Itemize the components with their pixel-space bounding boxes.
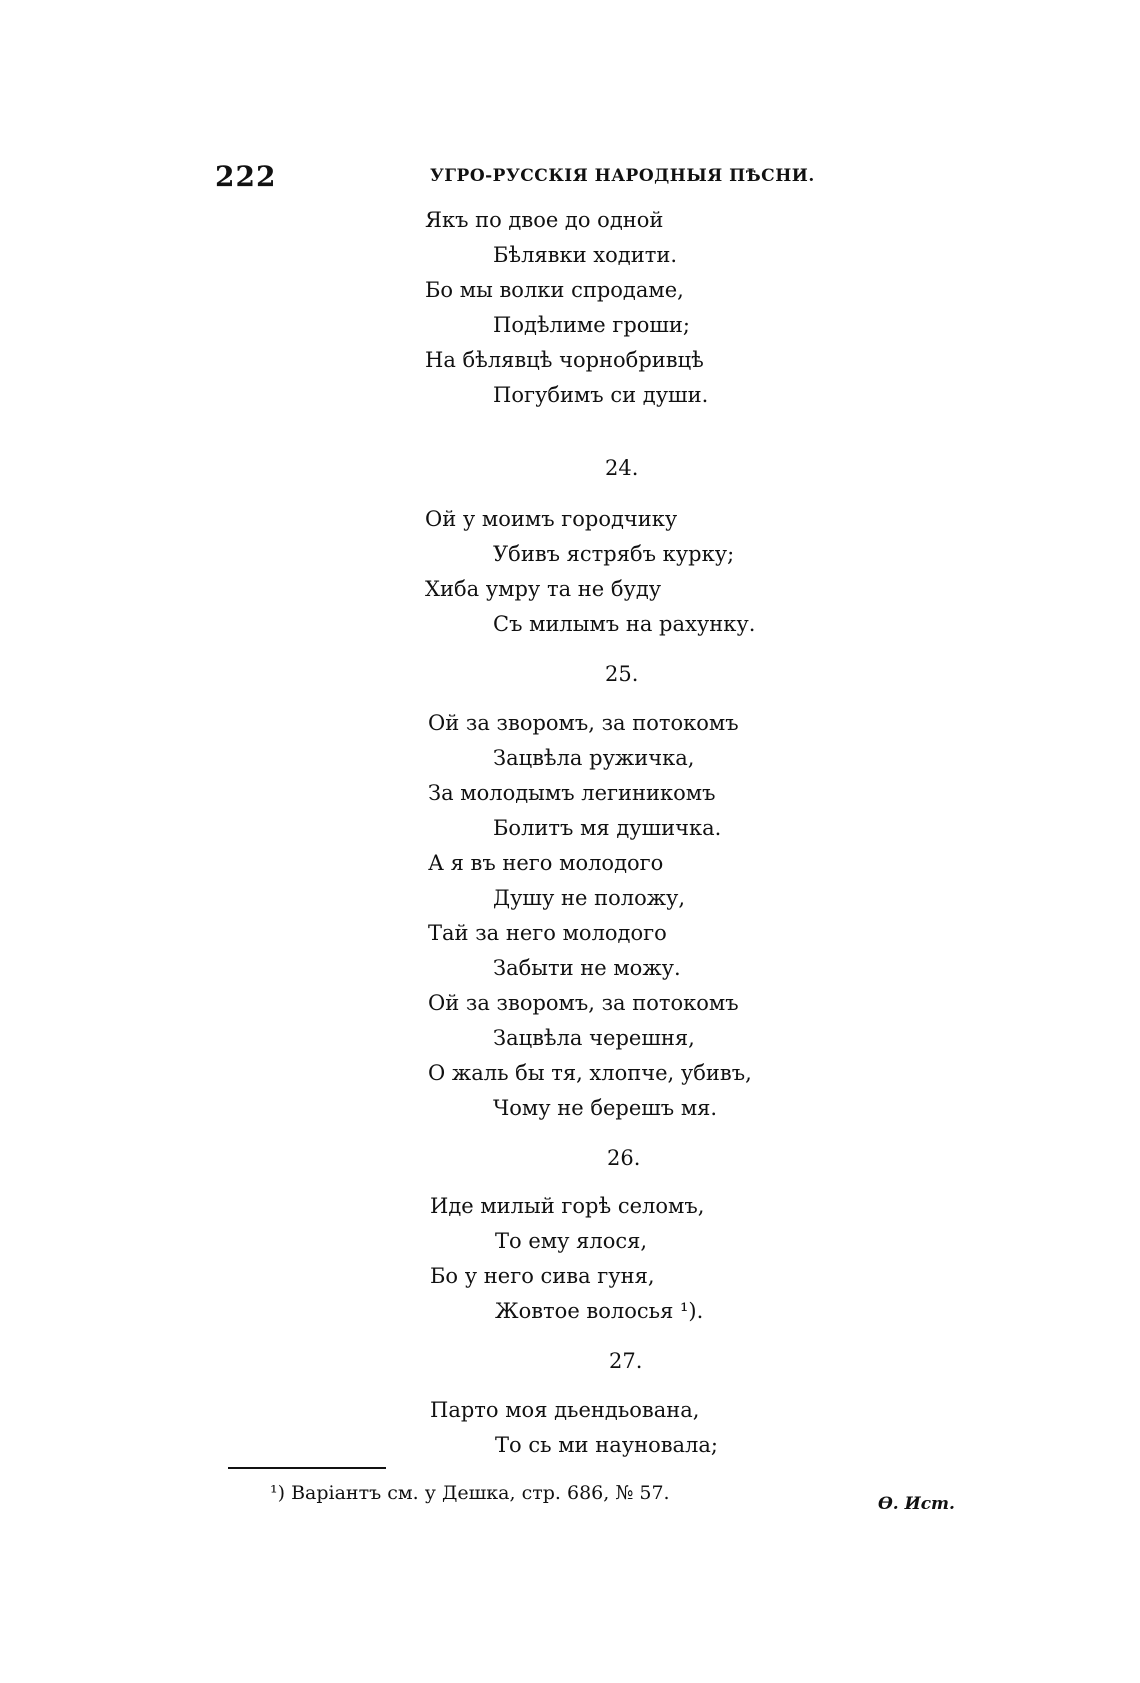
verse-continuation xyxy=(0,203,1140,413)
verse-line: Зацвѣла ружичка, xyxy=(493,746,695,770)
verse-line: Убивъ ястрябъ курку; xyxy=(493,542,735,566)
verse-27 xyxy=(0,1393,1140,1463)
verse-line: А я въ него молодого xyxy=(428,851,664,875)
verse-line: То сь ми науновала; xyxy=(495,1433,718,1457)
verse-line: Чому не берешъ мя. xyxy=(493,1096,718,1120)
verse-line: Зацвѣла черешня, xyxy=(493,1026,695,1050)
footnote xyxy=(270,1482,670,1504)
verse-line: На бѣлявцѣ чорнобривцѣ xyxy=(425,348,704,372)
verse-line: Душу не положу, xyxy=(493,886,686,910)
verse-line: Якъ по двое до одной xyxy=(425,208,664,232)
page-header xyxy=(215,160,815,200)
song-number: 26. xyxy=(607,1146,641,1170)
song-number: 25. xyxy=(605,662,639,686)
footnote-marker: ¹) xyxy=(270,1482,286,1504)
verse-line: Бо мы волки спродаме, xyxy=(425,278,684,302)
footnote-divider xyxy=(228,1467,386,1469)
verse-line: Жовтое волосья ¹). xyxy=(495,1299,704,1323)
verse-line: Подѣлиме гроши; xyxy=(493,313,691,337)
running-title: УГРО-РУССКІЯ НАРОДНЫЯ ПѢСНИ. xyxy=(430,166,815,186)
printer-signature: Ѳ. Ист. xyxy=(878,1494,955,1514)
verse-line: То ему ялося, xyxy=(495,1229,648,1253)
footnote-text: Варіантъ см. у Дешка, стр. 686, № 57. xyxy=(291,1482,670,1504)
verse-line: Забыти не можу. xyxy=(493,956,681,980)
verse-line: Съ милымъ на рахунку. xyxy=(493,612,756,636)
verse-line: За молодымъ легиникомъ xyxy=(428,781,716,805)
song-number: 27. xyxy=(609,1349,643,1373)
verse-line: Ой за зворомъ, за потокомъ xyxy=(428,711,739,735)
verse-line: Ой у моимъ городчику xyxy=(425,507,678,531)
verse-line: Ой за зворомъ, за потокомъ xyxy=(428,991,739,1015)
verse-24 xyxy=(0,502,1140,642)
verse-line: Хиба умру та не буду xyxy=(425,577,662,601)
verse-line: Бо у него сива гуня, xyxy=(430,1264,655,1288)
song-number: 24. xyxy=(605,456,639,480)
verse-line: Погубимъ си души. xyxy=(493,383,709,407)
verse-line: Парто моя дьендьована, xyxy=(430,1398,700,1422)
verse-line: Болитъ мя душичка. xyxy=(493,816,722,840)
verse-line: Бѣлявки ходити. xyxy=(493,243,678,267)
verse-26 xyxy=(0,1189,1140,1329)
verse-line: Иде милый горѣ селомъ, xyxy=(430,1194,705,1218)
verse-line: О жаль бы тя, хлопче, убивъ, xyxy=(428,1061,752,1085)
page-number: 222 xyxy=(215,160,277,193)
verse-25 xyxy=(0,706,1140,1126)
verse-line: Тай за него молодого xyxy=(428,921,667,945)
